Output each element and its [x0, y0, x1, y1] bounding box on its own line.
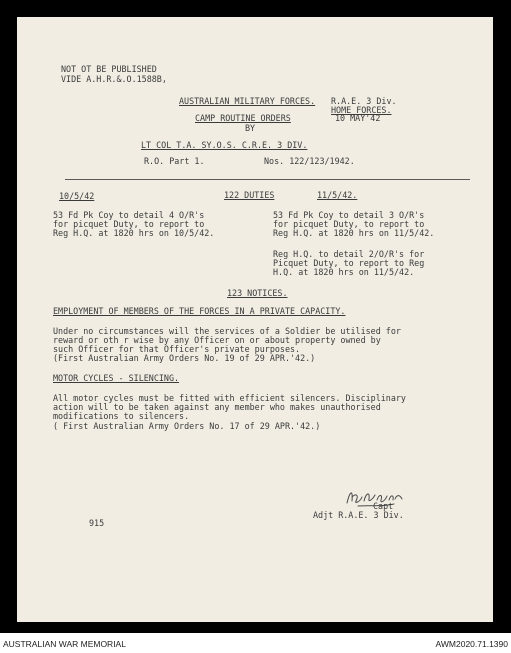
notice-1-line-3: such Officer for that Officer's private purposes. [53, 344, 301, 354]
duty-right-2-line-1: Reg H.Q. to detail 2/O/R's for [273, 249, 425, 259]
duty-left-line-2: for picquet Duty, to report to [53, 219, 205, 229]
title-commander: LT COL T.A. SY.O.S. C.R.E. 3 DIV. [141, 140, 308, 150]
duty-date-left: 10/5/42 [59, 191, 95, 201]
command-line: HOME FORCES. [331, 105, 392, 115]
signer-title: Adjt R.A.E. 3 Div. [313, 510, 404, 520]
duty-left-line-1: 53 Fd Pk Coy to detail 4 O/R's [53, 210, 205, 220]
authority-reference: VIDE A.H.R.&.O.1588B, [61, 74, 167, 84]
notice-2-heading: MOTOR CYCLES - SILENCING. [53, 373, 180, 383]
duty-right-line-3: Reg H.Q. at 1820 hrs on 11/5/42. [273, 228, 435, 238]
duty-right-2-line-3: H.Q. at 1820 hrs on 11/5/42. [273, 267, 415, 277]
divider-line [65, 179, 470, 180]
signer-rank: Capt [373, 501, 394, 511]
notice-1-line-1: Under no circumstances will the services of a Soldier be utilised for [53, 326, 401, 336]
duty-right-2-line-2: Picquet Duty, to report to Reg [273, 258, 425, 268]
order-date: 10 MAY'42 [335, 113, 381, 123]
notice-1-line-4: (First Australian Army Orders No. 19 of 29 APR.'42.) [53, 353, 316, 363]
part-label: R.O. Part 1. [144, 156, 205, 166]
notices-heading: 123 NOTICES. [227, 288, 288, 298]
duty-date-right: 11/5/42. [317, 190, 358, 200]
footer-bar [0, 633, 511, 653]
notice-2-line-2: action will to be taken against any member who makes unauthorised [53, 402, 381, 412]
notice-1-heading: EMPLOYMENT OF MEMBERS OF THE FORCES IN A PRIVATE CAPACITY. [53, 306, 346, 316]
title-by: BY [245, 123, 256, 133]
notice-2-line-4: ( First Australian Army Orders No. 17 of 29 APR.'42.) [53, 421, 321, 431]
footer-accession-number: AWM2020.71.1390 [435, 639, 508, 649]
duties-heading: 122 DUTIES [224, 190, 275, 200]
duty-left-line-3: Reg H.Q. at 1820 hrs on 10/5/42. [53, 228, 215, 238]
duty-right-line-2: for picquet Duty, to report to [273, 219, 425, 229]
notice-2-line-3: modifications to silencers. [53, 411, 190, 421]
publication-note: NOT OT BE PUBLISHED [61, 64, 157, 74]
title-forces: AUSTRALIAN MILITARY FORCES. [179, 96, 316, 106]
notice-1-line-2: reward or oth r wise by any Officer on or about property owned by [53, 335, 381, 345]
duty-right-line-1: 53 Fd Pk Coy to detail 3 O/R's [273, 210, 425, 220]
footer-left-label: AUSTRALIAN WAR MEMORIAL [3, 639, 126, 649]
order-numbers: Nos. 122/123/1942. [264, 156, 355, 166]
notice-2-line-1: All motor cycles must be fitted with efficient silencers. Disciplinary [53, 393, 406, 403]
reference-number: 915 [89, 518, 105, 528]
unit-line: R.A.E. 3 Div. [331, 96, 397, 106]
title-orders: CAMP ROUTINE ORDERS [195, 113, 291, 123]
document-page [17, 17, 493, 622]
